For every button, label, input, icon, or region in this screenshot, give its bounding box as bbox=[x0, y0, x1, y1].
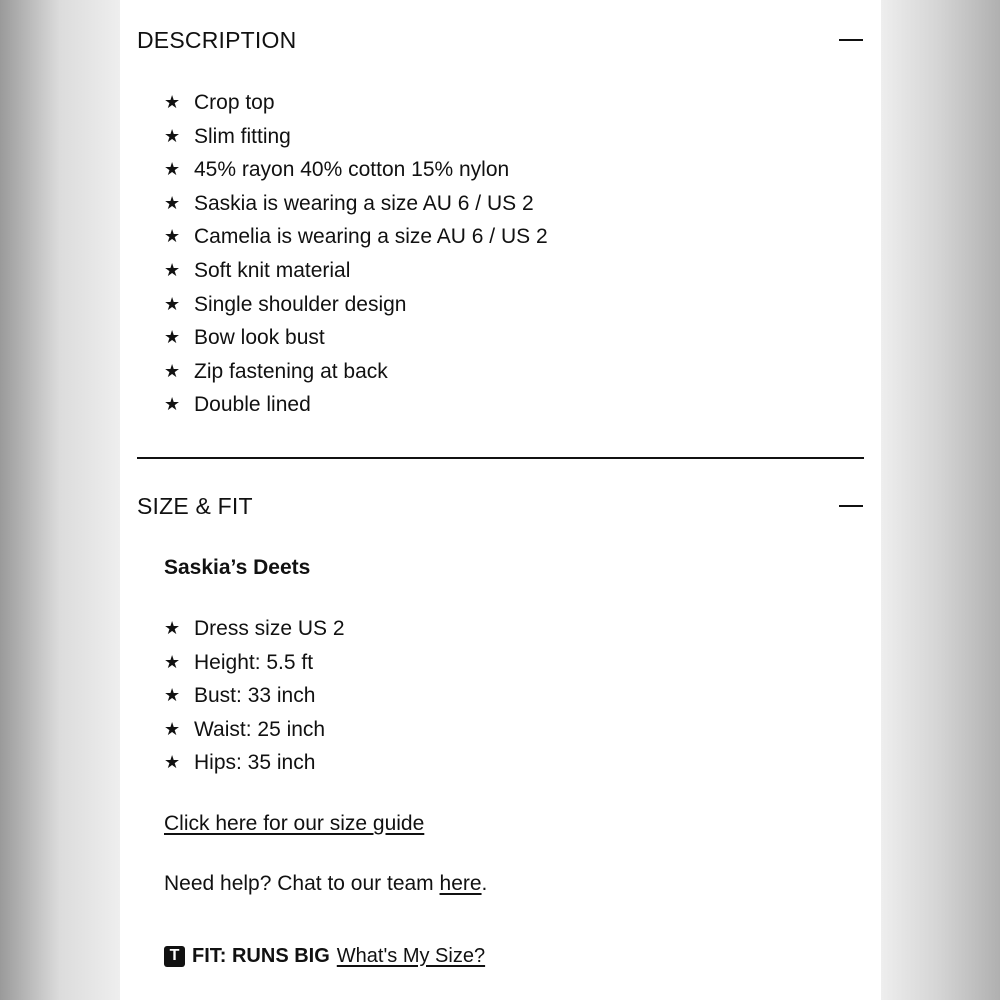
list-item: ★ Double lined bbox=[164, 388, 548, 422]
description-header[interactable] bbox=[137, 20, 864, 60]
model-measurements-list bbox=[164, 612, 345, 780]
star-icon: ★ bbox=[164, 718, 181, 739]
help-row bbox=[164, 869, 487, 899]
star-icon: ★ bbox=[164, 259, 181, 280]
star-icon: ★ bbox=[164, 752, 181, 773]
list-item: ★ Zip fastening at back bbox=[164, 355, 548, 389]
fit-logo-icon: T bbox=[164, 946, 185, 967]
chat-here-link[interactable]: here bbox=[439, 872, 482, 895]
list-item: ★ Bow look bust bbox=[164, 321, 548, 355]
star-icon: ★ bbox=[164, 685, 181, 706]
minus-icon[interactable] bbox=[838, 493, 864, 519]
list-item: ★ Dress size US 2 bbox=[164, 612, 345, 646]
list-item: ★ Bust: 33 inch bbox=[164, 679, 345, 713]
description-title: DESCRIPTION bbox=[137, 26, 297, 53]
fit-indicator bbox=[164, 941, 485, 971]
list-item: ★ Crop top bbox=[164, 86, 548, 120]
star-icon: ★ bbox=[164, 159, 181, 180]
description-list bbox=[164, 86, 548, 422]
list-item: ★ Hips: 35 inch bbox=[164, 746, 345, 780]
star-icon: ★ bbox=[164, 192, 181, 213]
star-icon: ★ bbox=[164, 293, 181, 314]
star-icon: ★ bbox=[164, 327, 181, 348]
list-item: ★ Waist: 25 inch bbox=[164, 713, 345, 747]
list-item: ★ Saskia is wearing a size AU 6 / US 2 bbox=[164, 187, 548, 221]
star-icon: ★ bbox=[164, 651, 181, 672]
whats-my-size-link[interactable]: What's My Size? bbox=[336, 944, 486, 967]
help-text: Need help? Chat to our team bbox=[164, 872, 440, 895]
star-icon: ★ bbox=[164, 618, 181, 638]
star-icon: ★ bbox=[164, 394, 181, 415]
list-item: ★ Single shoulder design bbox=[164, 288, 548, 322]
help-suffix: . bbox=[481, 872, 488, 895]
size-guide-link[interactable]: Click here for our size guide bbox=[164, 812, 425, 835]
star-icon: ★ bbox=[164, 360, 181, 381]
minus-icon[interactable] bbox=[838, 27, 864, 53]
star-icon: ★ bbox=[164, 125, 181, 146]
size-fit-title: SIZE & FIT bbox=[137, 492, 253, 519]
star-icon: ★ bbox=[164, 226, 181, 247]
product-details-panel bbox=[120, 0, 881, 1000]
section-divider bbox=[137, 457, 864, 459]
model-deets-heading: Saskia’s Deets bbox=[164, 556, 311, 579]
size-fit-header[interactable] bbox=[137, 486, 864, 526]
star-icon: ★ bbox=[164, 92, 181, 112]
size-guide-row bbox=[164, 809, 424, 839]
list-item: ★ Slim fitting bbox=[164, 120, 548, 154]
fit-label: FIT: RUNS BIG bbox=[192, 944, 330, 967]
list-item: ★ Soft knit material bbox=[164, 254, 548, 288]
list-item: ★ Camelia is wearing a size AU 6 / US 2 bbox=[164, 220, 548, 254]
list-item: ★ 45% rayon 40% cotton 15% nylon bbox=[164, 153, 548, 187]
list-item: ★ Height: 5.5 ft bbox=[164, 646, 345, 680]
